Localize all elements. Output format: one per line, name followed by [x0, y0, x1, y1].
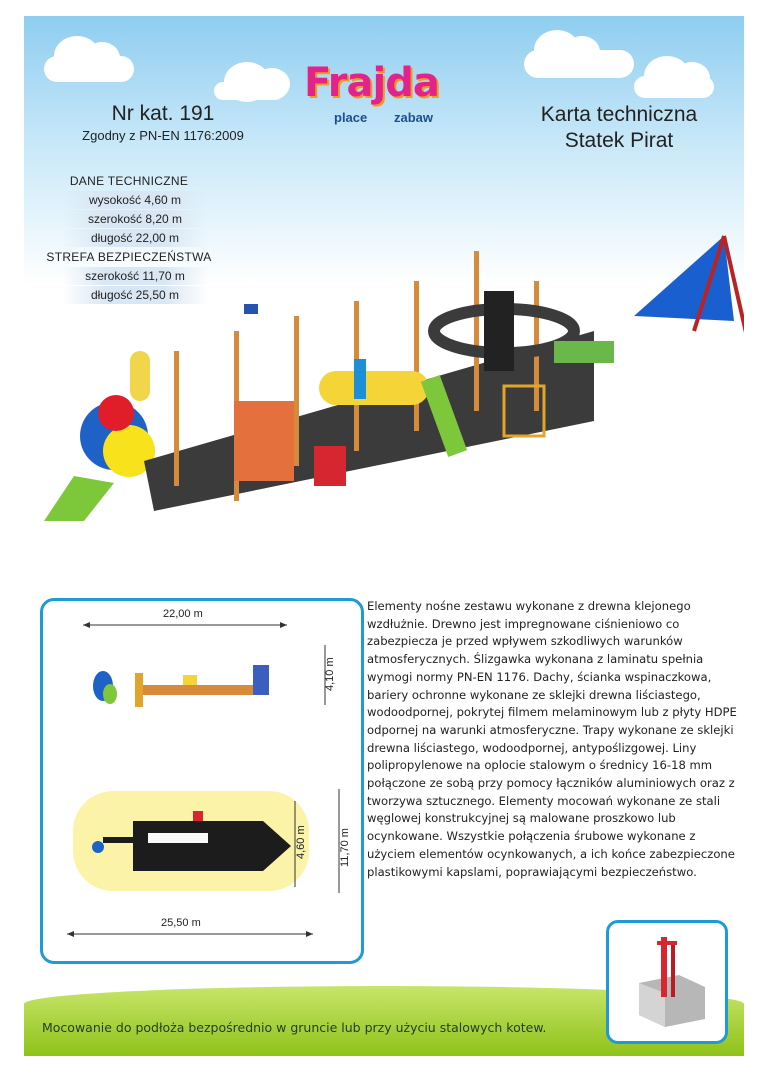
card-title: [504, 102, 734, 154]
side-length-label: 22,00 m: [163, 608, 203, 620]
logo-wordmark: [304, 60, 439, 106]
plan-width-label: 4,60 m: [295, 825, 307, 859]
safety-width: szerokość 11,70 m: [62, 267, 208, 285]
zone-length-label: 25,50 m: [161, 917, 201, 929]
technical-drawing-frame: [40, 598, 364, 964]
product-description: Elementy nośne zestawu wykonane z drewna klejonego wzdłużnie. Drewno jest impregnowane ciśnieniowo co zabezpiecza je przed wpływem szkodliwych warunków atmosferycznych. Ślizgawka wykonana z laminatu spełnia wymogi normy PN-EN 1176. Dachy, ścianka wspinaczkowa, bariery ochronne wykonane ze sklejki drewna liściastego, wodoodpornej, pokrytej filmem melaminowym lub z płyty HDPE odpornej na warunki atmosferyczne. Trapy wykonane ze sklejki drewna liściastego, wodoodpornej, antypoślizgowej. Liny polipropylenowe na oplocie stalowym o średnicy 16-18 mm połączone ze sobą przy pomocy łączników aluminiowych oraz z tworzywa sztucznego. Elementy mocowań wykonane ze stali węglowej konstrukcyjnej są malowane proszkowo lub ocynkowane. Wszystkie połączenia śrubowe wykonane z użyciem elementów ocynkowanych, a ich końce zabezpieczone plastikowymi kapslami, poprawiającymi bezpieczeństwo.: [367, 599, 737, 879]
cloud-decoration: [634, 76, 714, 98]
side-height-label: 4,10 m: [324, 657, 336, 691]
playground-rendering: [34, 221, 744, 531]
logo-tagline: [334, 110, 434, 125]
catalog-info: [48, 102, 278, 143]
spec-height: wysokość 4,60 m: [62, 191, 208, 209]
logo-text: Frajda: [304, 60, 439, 106]
technical-data-heading: DANE TECHNICZNE: [69, 174, 189, 188]
catalog-standard: Zgodny z PN-EN 1176:2009: [82, 128, 244, 143]
logo-tagline-1: place: [334, 110, 368, 125]
ground-anchor-figure: [606, 920, 728, 1044]
product-sheet: [24, 16, 744, 1056]
cloud-decoration: [214, 82, 284, 100]
zone-width-label: 11,70 m: [339, 828, 351, 867]
card-title-line-2: Statek Pirat: [564, 129, 674, 152]
technical-drawing: [43, 601, 361, 961]
mounting-note: Mocowanie do podłoża bezpośrednio w gruncie lub przy użyciu stalowych kotew.: [42, 1020, 547, 1035]
catalog-number: Nr kat. 191: [111, 102, 215, 125]
anchor-illustration: [609, 923, 725, 1041]
spec-width: szerokość 8,20 m: [62, 210, 208, 228]
brand-logo: [304, 60, 474, 140]
safety-zone-heading: STREFA BEZPIECZEŃSTWA: [46, 250, 212, 264]
cloud-decoration: [44, 56, 134, 82]
logo-tagline-2: zabaw: [394, 110, 434, 125]
cloud-decoration: [524, 50, 634, 78]
spec-length: długość 22,00 m: [62, 229, 208, 247]
card-title-line-1: Karta techniczna: [540, 103, 698, 126]
safety-length: długość 25,50 m: [62, 286, 208, 304]
